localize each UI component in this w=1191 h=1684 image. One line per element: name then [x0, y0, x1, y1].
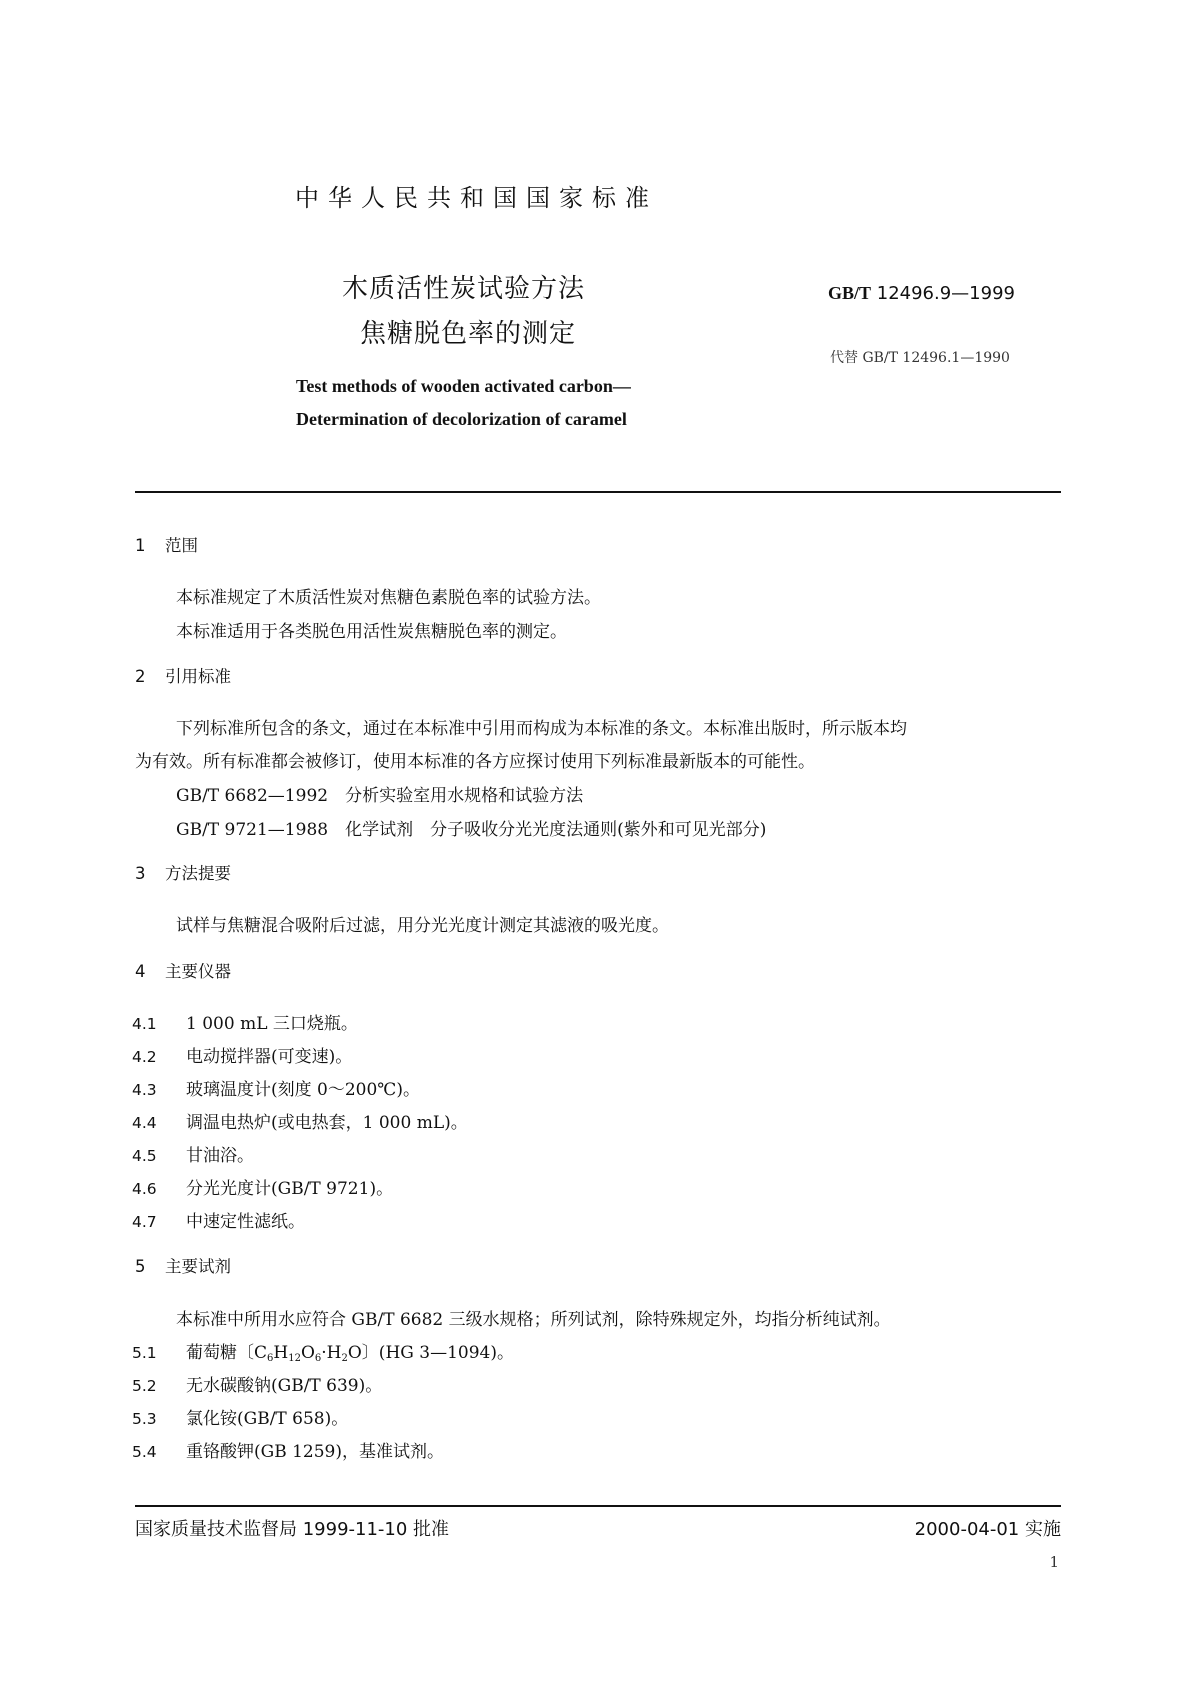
item-number: 4.4: [132, 1114, 157, 1132]
item-number: 5.1: [132, 1344, 157, 1362]
item-number: 4.2: [132, 1048, 157, 1066]
item-text: 电动搅拌器(可变速)。: [186, 1047, 353, 1067]
section-3-paragraph: 试样与焦糖混合吸附后过滤，用分光光度计测定其滤液的吸光度。: [176, 916, 669, 936]
page-number: 1: [1049, 1553, 1059, 1571]
list-item: [132, 1108, 468, 1133]
formula-part: H: [273, 1343, 289, 1363]
item-text: 重铬酸钾(GB 1259)，基准试剂。: [186, 1442, 445, 1462]
section-3-heading: [135, 860, 231, 884]
item-text: 中速定性滤纸。: [186, 1212, 305, 1232]
section-title: 主要试剂: [165, 1257, 231, 1276]
list-item: [132, 1141, 254, 1166]
standard-number: [828, 283, 1015, 304]
approval-statement: 国家质量技术监督局 1999-11-10 批准: [135, 1519, 450, 1540]
section-number: 5: [135, 1257, 146, 1276]
replaces-standard: 代替 GB/T 12496.1—1990: [830, 350, 1010, 366]
national-standard-heading: 中华人民共和国国家标准: [295, 184, 658, 212]
section-1-paragraph-1: 本标准规定了木质活性炭对焦糖色素脱色率的试验方法。: [176, 588, 601, 608]
formula-part: O: [300, 1343, 315, 1363]
list-item: [132, 1338, 514, 1364]
section-number: 3: [135, 864, 146, 883]
section-number: 4: [135, 962, 146, 981]
section-5-heading: [135, 1253, 231, 1277]
formula-subscript: 6: [314, 1353, 322, 1364]
footer-divider: [135, 1505, 1061, 1507]
formula-part: O〕(HG 3—1094)。: [347, 1343, 514, 1363]
formula-subscript: 2: [341, 1353, 348, 1364]
english-title-line2: Determination of decolorization of caramel: [296, 409, 627, 429]
section-2-paragraph-line2: 为有效。所有标准都会被修订，使用本标准的各方应探讨使用下列标准最新版本的可能性。: [135, 752, 815, 772]
list-item: [132, 1371, 382, 1396]
item-number: 4.5: [132, 1147, 157, 1165]
list-item: [132, 1009, 358, 1034]
item-number: 4.6: [132, 1180, 157, 1198]
item-text: 氯化铵(GB/T 658)。: [186, 1409, 349, 1429]
section-title: 范围: [165, 536, 198, 555]
english-title-line1: Test methods of wooden activated carbon—: [296, 376, 631, 396]
section-1-paragraph-2: 本标准适用于各类脱色用活性炭焦糖脱色率的测定。: [176, 622, 567, 642]
item-text: 分光光度计(GB/T 9721)。: [186, 1179, 394, 1199]
item-text: 1 000 mL 三口烧瓶。: [186, 1014, 358, 1034]
reference-gb-9721: GB/T 9721—1988 化学试剂 分子吸收分光光度法通则(紫外和可见光部分): [176, 820, 767, 840]
formula-subscript: 12: [288, 1353, 301, 1364]
section-number: 2: [135, 667, 146, 686]
item-number: 4.3: [132, 1081, 157, 1099]
item-text: 调温电热炉(或电热套，1 000 mL)。: [186, 1113, 468, 1133]
formula-part: 葡萄糖〔C: [186, 1343, 268, 1363]
list-item: [132, 1404, 348, 1429]
list-item: [132, 1075, 420, 1100]
implementation-date: 2000-04-01 实施: [914, 1519, 1061, 1540]
reference-gb-6682: GB/T 6682—1992 分析实验室用水规格和试验方法: [176, 786, 584, 806]
section-2-heading: [135, 663, 231, 687]
standard-prefix: GB/T: [828, 283, 872, 303]
list-item: [132, 1437, 444, 1462]
item-text: 无水碳酸钠(GB/T 639)。: [186, 1376, 383, 1396]
list-item: [132, 1207, 305, 1232]
item-number: 4.1: [132, 1015, 157, 1033]
section-5-paragraph: 本标准中所用水应符合 GB/T 6682 三级水规格；所列试剂，除特殊规定外，均指分析纯试剂。: [176, 1310, 891, 1330]
list-item: [132, 1042, 352, 1067]
item-number: 4.7: [132, 1213, 157, 1231]
item-number: 5.2: [132, 1377, 157, 1395]
glucose-formula: [186, 1343, 514, 1363]
formula-subscript: 6: [267, 1353, 274, 1364]
item-number: 5.3: [132, 1410, 157, 1428]
document-title-line1: 木质活性炭试验方法: [342, 274, 586, 304]
section-title: 主要仪器: [165, 962, 231, 981]
section-1-heading: [135, 532, 198, 556]
section-4-heading: [135, 958, 231, 982]
section-number: 1: [135, 536, 146, 555]
header-divider: [135, 491, 1061, 493]
item-number: 5.4: [132, 1443, 157, 1461]
section-2-paragraph-line1: 下列标准所包含的条文，通过在本标准中引用而构成为本标准的条文。本标准出版时，所示版本均: [176, 719, 907, 739]
standard-code: 12496.9—1999: [876, 283, 1015, 304]
item-text: 甘油浴。: [186, 1146, 254, 1166]
section-title: 引用标准: [165, 667, 231, 686]
formula-part: ·H: [321, 1343, 342, 1363]
list-item: [132, 1174, 393, 1199]
item-text: 玻璃温度计(刻度 0～200℃)。: [186, 1080, 420, 1100]
section-title: 方法提要: [165, 864, 231, 883]
document-title-line2: 焦糖脱色率的测定: [360, 319, 577, 349]
